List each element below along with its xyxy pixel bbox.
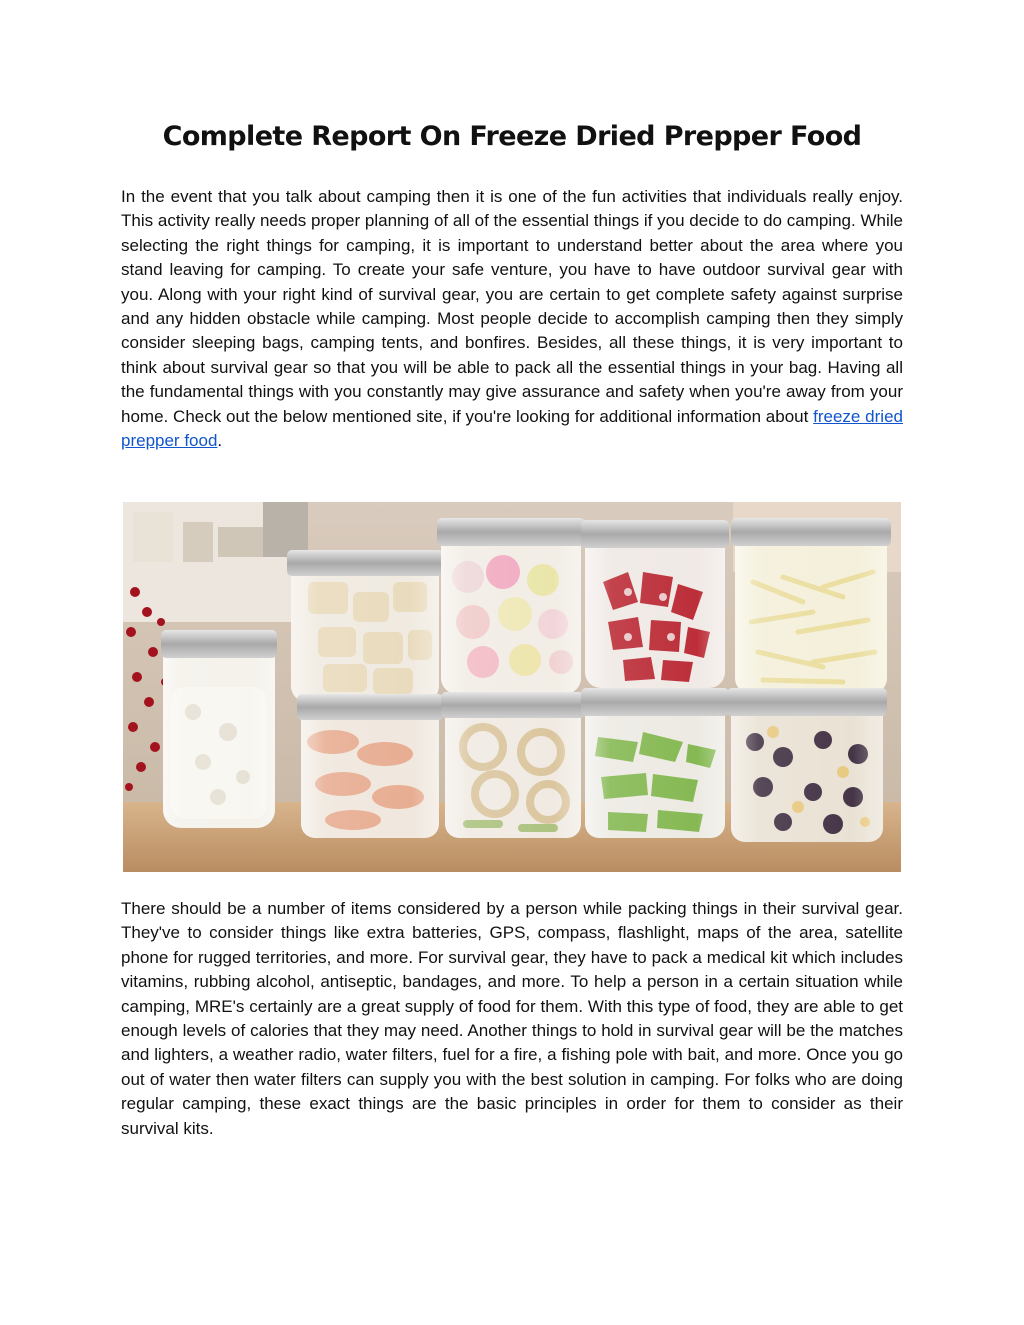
intro-paragraph [121, 185, 903, 453]
page-title: Complete Report On Freeze Dried Prepper Food [162, 121, 862, 152]
survival-gear-paragraph: There should be a number of items considered by a person while packing things in their survival gear. They've to consider things like extra batteries, GPS, compass, flashlight, maps of the area, satellite phone for rugged territories, and more. For survival gear, they have to pack a medical kit which includes vitamins, rubbing alcohol, antiseptic, bandages, and more. To help a person in a certain situation while camping, MRE's certainly are a great supply of food for them. With this type of food, they are able to get enough levels of calories that they may need. Another things to hold in survival gear will be the matches and lighters, a weather radio, water filters, fuel for a fire, a fishing pole with bait, and more. Once you go out of water then water filters can supply you with the best solution in camping. For folks who are doing regular camping, these exact things are the basic principles in order for them to consider as their survival kits. [121, 899, 903, 1138]
freeze-dried-prepper-food-link[interactable]: freeze dried prepper food [121, 406, 903, 451]
intro-paragraph-text: In the event that you talk about camping then it is one of the fun activities that individuals really enjoy. This activity really needs proper planning of all of the essential things if you decide to do camping. While selecting the right things for camping, it is important to understand better about the area where you stand leaving for camping. To create your safe venture, you have to have outdoor survival gear with you. Along with your right kind of survival gear, you are certain to get complete safety against surprise and any hidden obstacle while camping. Most people decide to accomplish camping then they simply consider sleeping bags, camping tents, and bonfires. Besides, all these things, it is very important to think about survival gear so that you will be able to pack all the essential things in your bag. Having all the fundamental things with you constantly may give assurance and safety when you're away from your home. Check out the below mentioned site, if you're looking for additional information about [121, 187, 903, 426]
intro-paragraph-period: . [217, 431, 223, 451]
food-jars-photo [123, 502, 901, 872]
